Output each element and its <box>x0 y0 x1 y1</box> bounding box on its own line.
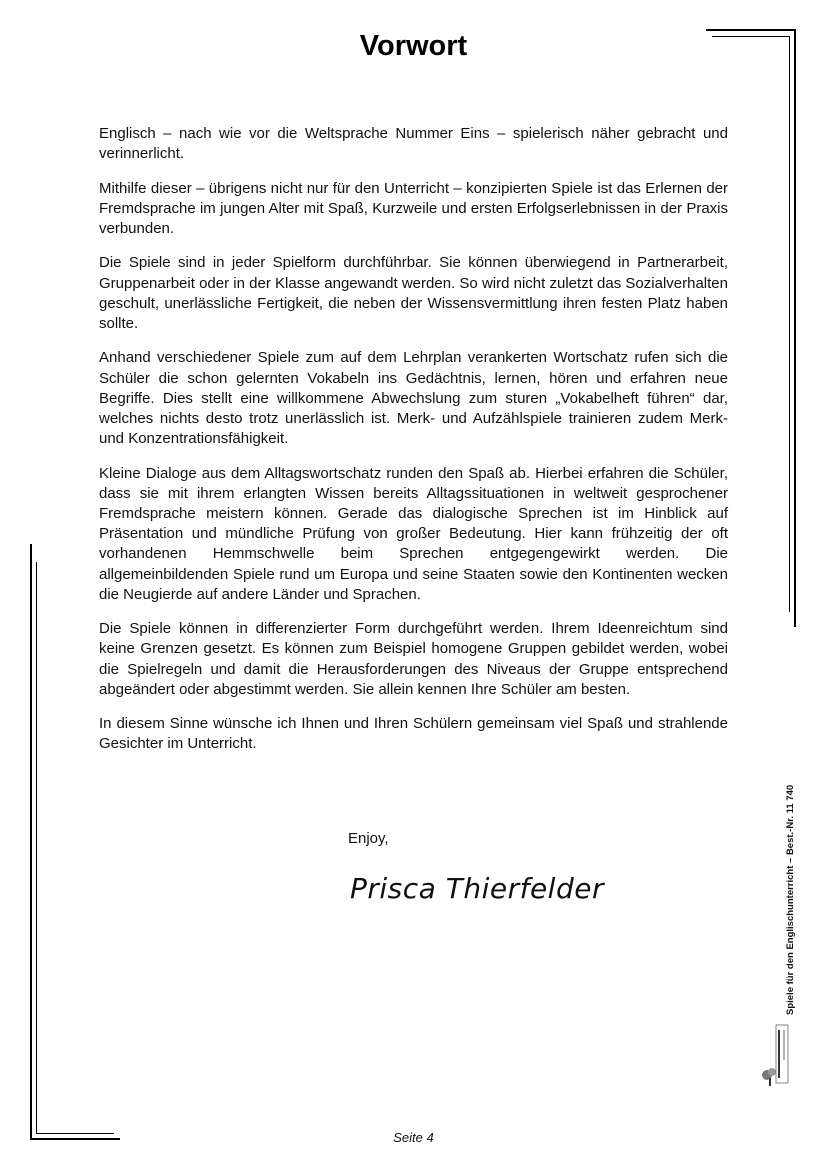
paragraph: Die Spiele sind in jeder Spielform durchführbar. Sie können überwiegend in Partnerarbeit, Gruppenarbeit oder in der Klasse angewandt werden. So wird nicht zuletzt das Sozialverhalten geschult, unerlässliche Fertigkeit, die neben der Wissensvermittlung ihren festen Platz haben sollte. <box>99 254 728 332</box>
author-signature: Prisca Thierfelder <box>350 872 604 905</box>
frame-left-line-outer <box>30 544 32 1140</box>
foreword-body <box>99 124 728 769</box>
paragraph: Die Spiele können in differenzierter Form durchgeführt werden. Ihrem Ideenreichtum sind keine Grenzen gesetzt. Es können zum Beispiel homogene Gruppen gebildet werden, wobei die Spielregeln und damit die Herausforderungen des Niveaus der Gruppe entsprechend abgeändert oder abgestimmt werden. Sie allein kennen Ihre Schüler am besten. <box>99 620 728 698</box>
frame-right-line-outer <box>794 29 796 627</box>
paragraph: Mithilfe dieser – übrigens nicht nur für den Unterricht – konzipierten Spiele ist das Erlernen der Fremdsprache im jungen Alter mit Spaß, Kurzweile und ersten Erfolgserlebnissen in der Praxis verbunden. <box>99 179 728 237</box>
closing-greeting: Enjoy, <box>348 830 389 847</box>
paragraph: Anhand verschiedener Spiele zum auf dem Lehrplan verankerten Wortschatz rufen sich die Schüler die schon gelernten Vokabeln ins Gedächtnis, lernen, hören und erfahren neue Begriffe. Dies stellt eine willkommene Abwechslung zum sturen „Vokabelheft führen“ dar, welches nichts desto trotz unerlässlich ist. Merk- und Aufzählspiele trainieren zudem Merk- und Konzentrationsfähigkeit. <box>99 349 728 448</box>
frame-right-line-inner <box>789 36 790 612</box>
frame-left-line-inner <box>36 562 37 1134</box>
publisher-logo-icon <box>760 1020 790 1090</box>
page-title: Vorwort <box>359 30 468 62</box>
paragraph: Englisch – nach wie vor die Weltsprache Nummer Eins – spielerisch näher gebracht und verinnerlicht. <box>99 125 728 163</box>
page-number: Seite 4 <box>393 1130 434 1145</box>
side-label: Spiele für den Englischunterricht – Best.-Nr. 11 740 <box>785 784 796 1015</box>
paragraph: Kleine Dialoge aus dem Alltagswortschatz runden den Spaß ab. Hierbei erfahren die Schüler, dass sie mit ihrem erlangten Wissen bereits Alltagssituationen in weltweit gesprochener Fremdsprache meistern können. Gerade das dialogische Sprechen ist im Hinblick auf Präsentation und mündliche Prüfung von großer Bedeutung. Hier kann frühzeitig der oft vorhandenen Hemmschwelle beim Sprechen entgegengewirkt werden. Die allgemeinbildenden Spiele rund um Europa und seine Staaten sowie den Kontinenten wecken die Neugierde auf andere Länder und Sprachen. <box>99 464 728 603</box>
paragraph: In diesem Sinne wünsche ich Ihnen und Ihren Schülern gemeinsam viel Spaß und strahlende Gesichter im Unterricht. <box>99 715 728 753</box>
